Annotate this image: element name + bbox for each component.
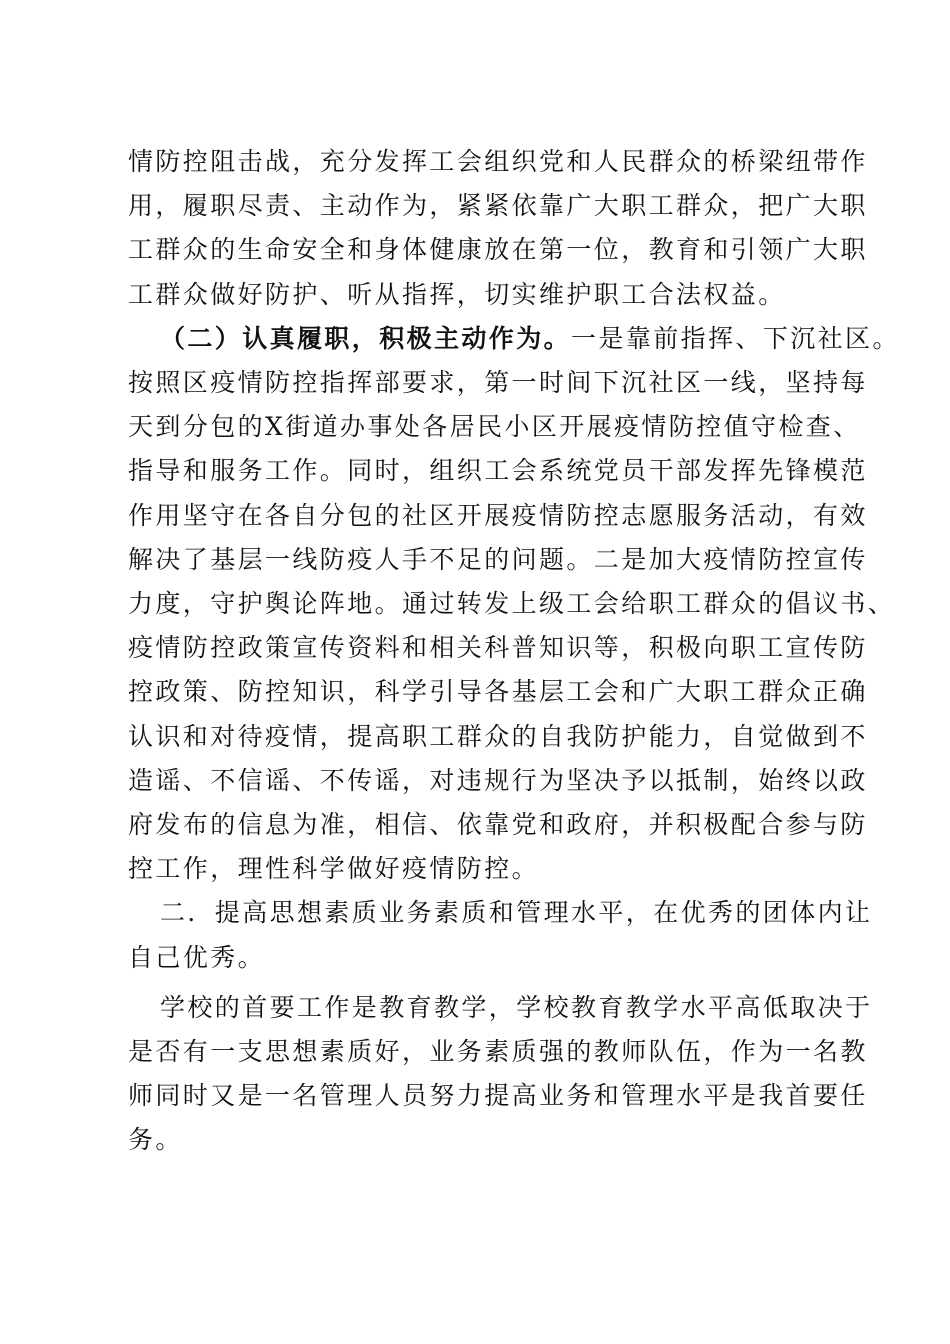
text-line: 工群众做好防护、听从指挥，切实维护职工合法权益。 — [128, 279, 786, 309]
text-line: 天到分包的X街道办事处各居民小区开展疫情防控值守检查、 — [128, 412, 861, 442]
text-line: 造谣、不信谣、不传谣，对违规行为坚决予以抵制，始终以政 — [128, 765, 868, 795]
text-line: 解决了基层一线防疫人手不足的问题。二是加大疫情防控宣传 — [128, 544, 868, 574]
text-line: 是否有一支思想素质好，业务素质强的教师队伍，作为一名教 — [128, 1037, 868, 1067]
text-line: 学校的首要工作是教育教学，学校教育教学水平高低取决于 — [160, 992, 873, 1022]
text-line: 按照区疫情防控指挥部要求，第一时间下沉社区一线，坚持每 — [128, 368, 868, 398]
text-line: 用，履职尽责、主动作为，紧紧依靠广大职工群众，把广大职 — [128, 191, 868, 221]
paragraph-4 — [128, 986, 873, 1163]
text-line: 工群众的生命安全和身体健康放在第一位，教育和引领广大职 — [128, 235, 868, 265]
text-line: 师同时又是一名管理人员努力提高业务和管理水平是我首要任 — [128, 1081, 868, 1111]
document-body — [128, 140, 900, 1163]
text-line: 自己优秀。 — [128, 942, 266, 972]
paragraph-2 — [128, 317, 900, 892]
text-line: 控工作，理性科学做好疫情防控。 — [128, 854, 540, 884]
text-line: 作用坚守在各自分包的社区开展疫情防控志愿服务活动，有效 — [128, 500, 868, 530]
text-line: 认识和对待疫情，提高职工群众的自我防护能力，自觉做到不 — [128, 721, 868, 751]
heading-followup-text: 一是靠前指挥、下沉社区。 — [571, 323, 900, 353]
text-line: 力度，守护舆论阵地。通过转发上级工会给职工群众的倡议书、 — [128, 589, 896, 619]
text-line: 指导和服务工作。同时，组织工会系统党员干部发挥先锋模范 — [128, 456, 868, 486]
text-line: 情防控阻击战，充分发挥工会组织党和人民群众的桥梁纽带作 — [128, 147, 868, 176]
text-line: 府发布的信息为准，相信、依靠党和政府，并积极配合参与防 — [128, 810, 868, 840]
text-line: 疫情防控政策宣传资料和相关科普知识等，积极向职工宣传防 — [128, 633, 868, 663]
text-line: 务。 — [128, 1125, 183, 1155]
text-line — [128, 317, 900, 361]
section-heading: （二）认真履职，积极主动作为。 — [160, 323, 572, 353]
text-line: 控政策、防控知识，科学引导各基层工会和广大职工群众正确 — [128, 677, 868, 707]
paragraph-1 — [128, 140, 868, 317]
text-line: 二．提高思想素质业务素质和管理水平，在优秀的团体内让 — [160, 898, 873, 928]
paragraph-3 — [128, 891, 873, 979]
